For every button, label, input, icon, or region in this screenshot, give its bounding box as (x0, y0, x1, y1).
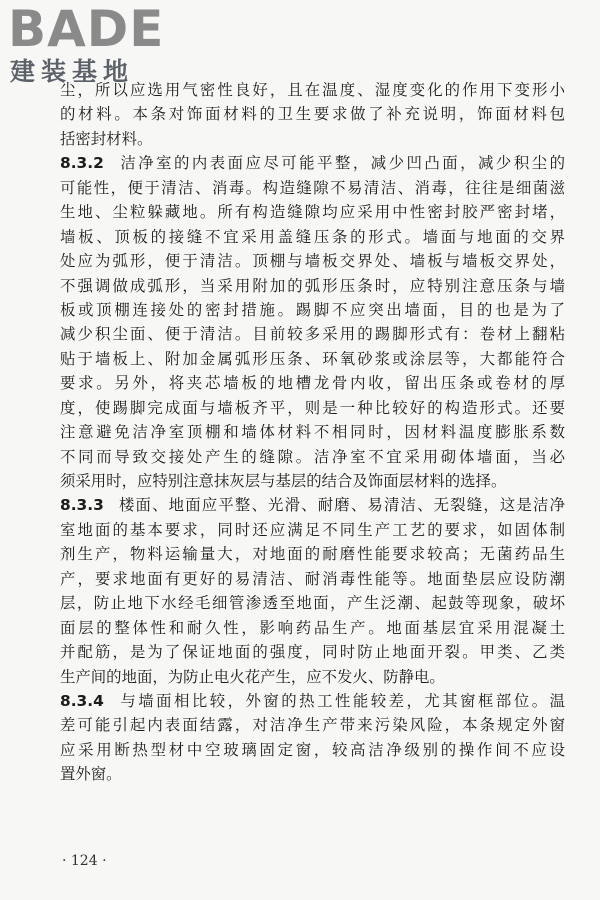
text-line: 板或顶棚连接处的密封措施。踢脚不应突出墙面，目的也是为了 (60, 300, 565, 319)
section-8-3-4 (60, 689, 565, 787)
text-line: 不强调做成弧形，当采用附加的弧形压条时，应特别注意压条与墙 (60, 276, 565, 295)
section-8-3-2 (60, 151, 565, 493)
text-line: 洁净室的内表面应尽可能平整，减少凹凸面，减少积尘的 (117, 154, 565, 173)
text-line: 面层的整体性和耐久性，影响药品生产。地面基层宜采用混凝土 (60, 618, 565, 637)
text-line: 须采用时，应特别注意抹灰层与基层的结合及饰面层材料的选择。 (60, 472, 507, 490)
section-number: 8.3.2 (60, 154, 104, 173)
text-line: 生地、尘粒躲藏地。所有构造缝隙均应采用中性密封胶严密封堵， (60, 203, 565, 222)
page-body (60, 78, 565, 787)
intro-paragraph (60, 78, 565, 151)
section-number: 8.3.3 (60, 496, 104, 515)
text-line: 应采用断热型材中空玻璃固定窗，较高洁净级别的操作间不应设 (60, 740, 565, 759)
text-line: 置外窗。 (60, 765, 122, 784)
text-line: 生产间的地面，为防止电火花产生，应不发火、防静电。 (60, 667, 445, 686)
text-line: 与墙面相比较，外窗的热工性能较差，尤其窗框部位。温 (117, 691, 565, 710)
text-line: 产，要求地面有更好的易清洁、耐消毒性能等。地面垫层应设防潮 (60, 569, 565, 588)
text-line: 括密封材料。 (60, 129, 153, 148)
text-line: 室地面的基本要求，同时还应满足不同生产工艺的要求，如固体制 (60, 520, 565, 539)
text-line: 墙板、顶板的接缝不宜采用盖缝压条的形式。墙面与地面的交界 (60, 227, 565, 246)
text-line: 层，防止地下水经毛细管渗透至地面，产生泛潮、起鼓等现象，破坏 (60, 594, 565, 613)
text-line: 并配筋，是为了保证地面的强度，同时防止地面开裂。甲类、乙类 (60, 643, 565, 662)
text-line: 减少积尘面、便于清洁。目前较多采用的踢脚形式有：卷材上翻粘 (60, 325, 565, 344)
text-line: 注意避免洁净室顶棚和墙体材料不相同时，因材料温度膨胀系数 (60, 423, 565, 442)
text-line: 可能性，便于清洁、消毒。构造缝隙不易清洁、消毒，往往是细菌滋 (60, 178, 565, 197)
text-line: 的材料。本条对饰面材料的卫生要求做了补充说明，饰面材料包 (60, 105, 565, 124)
text-line: 差可能引起内表面结露，对洁净生产带来污染风险，本条规定外窗 (60, 716, 565, 735)
text-line: 剂生产，物料运输量大，对地面的耐磨性能要求较高；无菌药品生 (60, 545, 565, 564)
text-line: 处应为弧形，便于清洁。顶棚与墙板交界处、墙板与墙板交界处， (60, 252, 565, 271)
logo-subtitle: 建装基地 (10, 57, 135, 86)
section-8-3-3 (60, 493, 565, 689)
text-line: 贴于墙板上、附加金属弧形压条、环氧砂浆或涂层等，大都能符合 (60, 349, 565, 368)
text-line: 不同而导致交接处产生的缝隙。洁净室不宜采用砌体墙面，当必 (60, 447, 565, 466)
logo-wordmark: BADE (8, 0, 165, 58)
text-line: 要求。另外，将夹芯墙板的地槽龙骨内收，留出压条或卷材的厚 (60, 374, 565, 393)
text-line: 度，使踢脚完成面与墙板齐平，则是一种比较好的构造形式。还要 (60, 398, 565, 417)
page-number: · 124 · (62, 853, 107, 869)
text-line: 楼面、地面应平整、光滑、耐磨、易清洁、无裂缝，这是洁净 (117, 496, 565, 515)
section-number: 8.3.4 (60, 691, 104, 710)
text-line: 尘，所以应选用气密性良好，且在温度、湿度变化的作用下变形小 (60, 81, 565, 99)
